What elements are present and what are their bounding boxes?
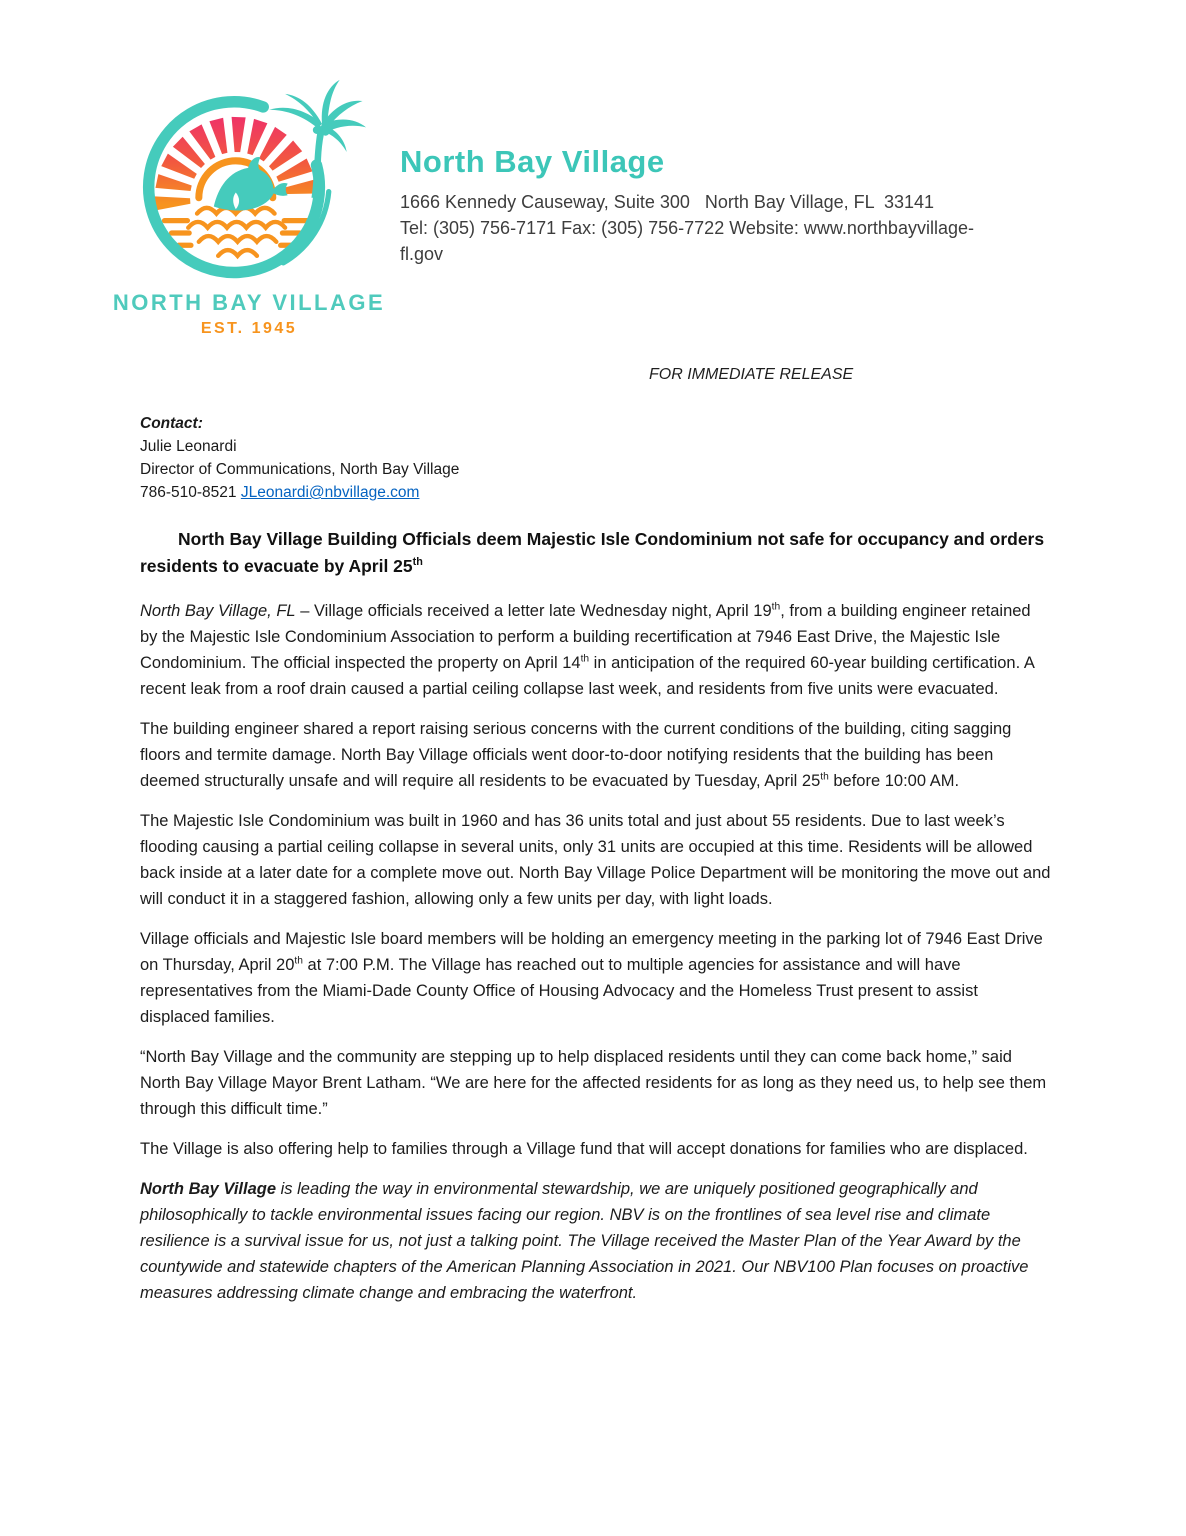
logo-graphic	[130, 64, 368, 284]
paragraph: Village officials and Majestic Isle board members will be holding an emergency meeting in the parking lot of 7946 East Drive on Thursday, April 20th at 7:00 P.M. The Village has reached out to multiple agencies for assistance and will have representatives from the Miami-Dade County Office of Housing Advocacy and the Homeless Trust present to assist displaced families.	[140, 930, 1043, 1026]
contact-email-link[interactable]: JLeonardi@nbvillage.com	[240, 484, 420, 501]
logo	[104, 58, 394, 338]
paragraph: North Bay Village, FL – Village officials received a letter late Wednesday night, April 19th, from a building engineer retained by the Majestic Isle Condominium Association to perform a building recertification at 7946 East Drive, the Majestic Isle Condominium. The official inspected the property on April 14th in anticipation of the required 60-year building certification. A recent leak from a roof drain caused a partial ceiling collapse last week, and residents from five units were evacuated.	[140, 601, 1034, 698]
contact-phone-email	[140, 481, 459, 504]
address-line-2: Tel: (305) 756-7171 Fax: (305) 756-7722 Website: www.northbayvillage-	[400, 218, 974, 238]
address-block	[400, 189, 1060, 267]
paragraph: “North Bay Village and the community are stepping up to help displaced residents until they can come back home,” said North Bay Village Mayor Brent Latham. “We are here for the affected residents for as long as they need us, to help see them through this difficult time.”	[140, 1048, 1047, 1118]
logo-est-label: EST. 1945	[200, 320, 298, 337]
address-line-3: fl.gov	[400, 244, 444, 264]
logo-org-name: NORTH BAY VILLAGE	[112, 290, 386, 315]
contact-title: Director of Communications, North Bay Village	[140, 461, 460, 478]
paragraph: North Bay Village is leading the way in environmental stewardship, we are uniquely positioned geographically and philosophically to tackle environmental issues facing our region. NBV is on the frontlines of sea level rise and climate resilience is a survival issue for us, not just a talking point. The Village received the Master Plan of the Year Award by the countywide and statewide chapters of the American Planning Association in 2021. Our NBV100 Plan focuses on proactive measures addressing climate change and embracing the waterfront.	[140, 1180, 1029, 1302]
contact-phone: 786-510-8521	[140, 484, 237, 501]
address-line-1: 1666 Kennedy Causeway, Suite 300 North Bay Village, FL 33141	[400, 192, 935, 212]
letterhead	[400, 144, 1060, 267]
contact-name: Julie Leonardi	[140, 438, 237, 455]
paragraph: The Majestic Isle Condominium was built in 1960 and has 36 units total and just about 55 residents. Due to last week’s flooding causing a partial ceiling collapse in several units, only 31 units are occupied at this time. Residents will be allowed back inside at a later date for a complete move out. North Bay Village Police Department will be monitoring the move out and will conduct it in a staggered fashion, allowing only a few units per day, with light loads.	[140, 812, 1051, 908]
headline: North Bay Village Building Officials deem Majestic Isle Condominium not safe for occupancy and orders residents to evacuate by April 25th	[140, 529, 1045, 576]
paragraph: The building engineer shared a report raising serious concerns with the current conditions of the building, citing sagging floors and termite damage. North Bay Village officials went door-to-door notifying residents that the building has been deemed structurally unsafe and will require all residents to be evacuated by Tuesday, April 25th before 10:00 AM.	[140, 720, 1012, 790]
contact-block	[140, 412, 459, 504]
waves-icon	[188, 208, 285, 256]
contact-heading: Contact:	[140, 415, 203, 432]
page-title: North Bay Village	[400, 144, 665, 179]
article	[140, 526, 1052, 1320]
release-label: FOR IMMEDIATE RELEASE	[649, 366, 854, 383]
paragraph: The Village is also offering help to families through a Village fund that will accept donations for families who are displaced.	[140, 1140, 1028, 1158]
